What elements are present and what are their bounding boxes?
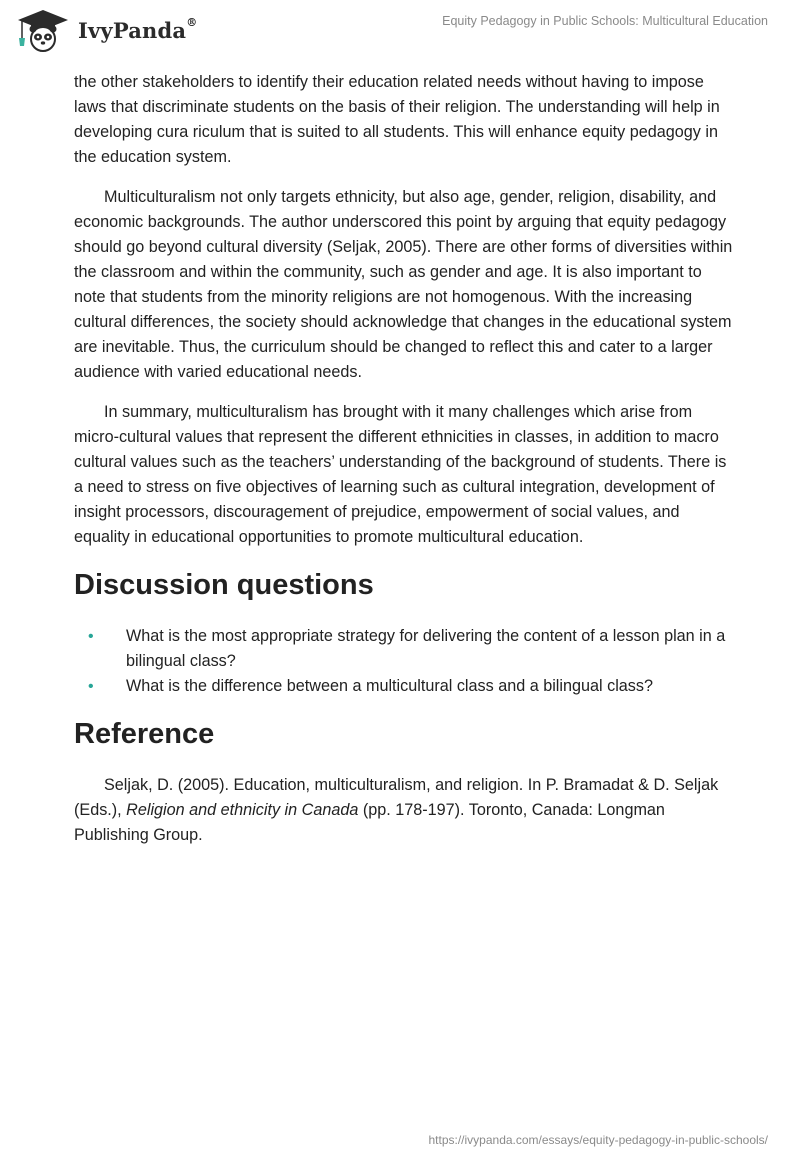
paragraph-continued: the other stakeholders to identify their education related needs without having to impose laws that discriminate students on the basis of their religion. The understanding will help in developing cura riculum that is suited to all students. This will enhance equity pedagogy in the education system. xyxy=(74,73,720,166)
brand-name-text: IvyPanda xyxy=(78,17,187,43)
question-text: What is the difference between a multicultural class and a bilingual class? xyxy=(126,677,653,695)
reference-publisher: (pp. 178-197). Toronto, Canada: Longman Publishing Group. xyxy=(74,801,665,844)
document-title: Equity Pedagogy in Public Schools: Multicultural Education xyxy=(442,14,768,28)
page-header xyxy=(0,0,800,64)
reference-heading: Reference xyxy=(74,718,215,750)
paragraph-summary: In summary, multiculturalism has brought with it many challenges which arise from micro-cultural values that represent the different ethnicities in classes, in addition to macro cultural values such as the teachers’ understanding of the background of students. There is a need to stress on five objectives of learning such as cultural integration, development of insight processors, discouragement of prejudice, empowerment of social values, and equality in educational opportunities to promote multicultural education. xyxy=(74,403,727,546)
brand-name xyxy=(78,15,198,43)
question-text: What is the most appropriate strategy for delivering the content of a lesson plan in a bilingual class? xyxy=(126,627,726,670)
reference-entry xyxy=(74,773,734,848)
source-url-link[interactable]: https://ivypanda.com/essays/equity-pedagogy-in-public-schools/ xyxy=(428,1133,768,1147)
bullet-icon: • xyxy=(88,678,94,695)
registered-mark: ® xyxy=(186,15,198,29)
reference-authors: Seljak, D. (2005). Education, multiculturalism, and religion. In P. Bramadat & D. Seljak (Eds.), xyxy=(74,776,719,819)
discussion-questions-list xyxy=(74,624,734,699)
list-item xyxy=(74,674,734,699)
reference-book-title: Religion and ethnicity in Canada xyxy=(126,801,359,819)
brand-logo[interactable] xyxy=(14,8,197,52)
discussion-heading: Discussion questions xyxy=(74,569,374,601)
bullet-icon: • xyxy=(88,628,94,645)
essay-content xyxy=(74,70,734,863)
panda-graduation-cap-icon xyxy=(14,8,72,52)
list-item xyxy=(74,624,734,674)
paragraph-multiculturalism: Multiculturalism not only targets ethnicity, but also age, gender, religion, disability, and economic backgrounds. The author underscored this point by arguing that equity pedagogy should go beyond cultural diversity (Seljak, 2005). There are other forms of diversities within the classroom and within the community, such as gender and age. It is also important to note that students from the minority religions are not homogenous. With the increasing cultural differences, the society should acknowledge that changes in the educational system are inevitable. Thus, the curriculum should be changed to reflect this and cater to a larger audience with varied educational needs. xyxy=(74,188,733,381)
